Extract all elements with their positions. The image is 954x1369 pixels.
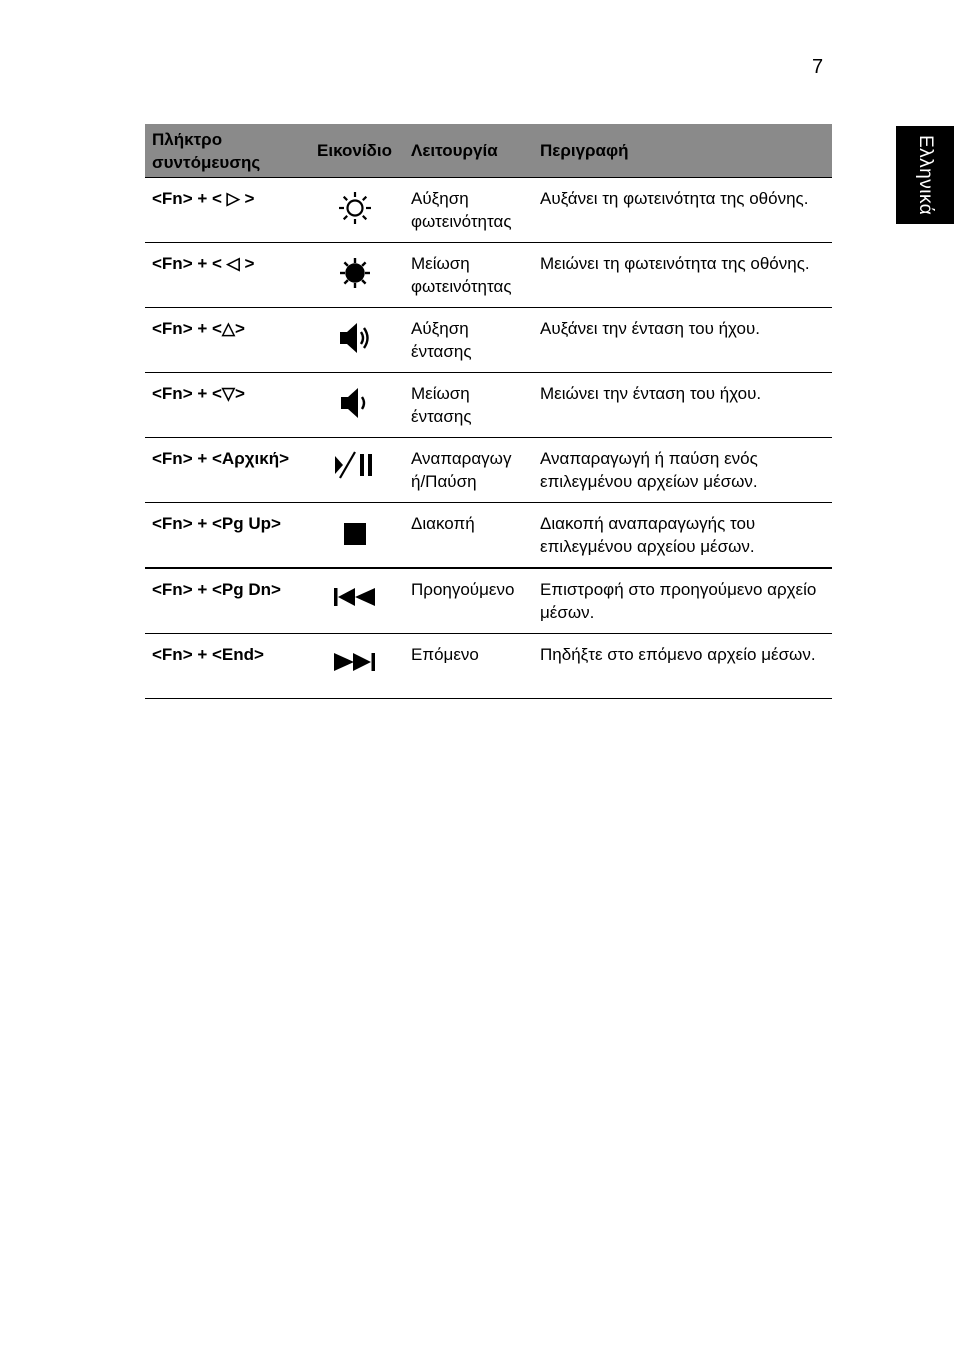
row-function: Μείωση έντασης [404,373,533,438]
shortcut-table [145,124,832,699]
row-description: Μειώνει τη φωτεινότητα της οθόνης. [533,243,832,308]
volume-down-icon [335,385,375,421]
row-function: Προηγούμενο [404,568,533,634]
row-icon-cell [305,503,404,569]
row-description: Διακοπή αναπαραγωγής του επιλεγμένου αρχείου μέσων. [533,503,832,569]
volume-up-icon [335,320,375,356]
table-row [145,568,832,634]
row-description: Αυξάνει την ένταση του ήχου. [533,308,832,373]
header-function: Λειτουργία [404,124,533,178]
row-icon-cell [305,178,404,243]
table-row [145,373,832,438]
row-key: <Fn> + <△> [145,308,305,373]
row-key: <Fn> + <Pg Up> [145,503,305,569]
row-key: <Fn> + < ◁ > [145,243,305,308]
table-row [145,243,832,308]
stop-icon [335,515,375,547]
page-number: 7 [812,56,824,78]
row-description: Πηδήξτε στο επόμενο αρχείο μέσων. [533,634,832,699]
row-icon-cell [305,634,404,699]
row-icon-cell [305,568,404,634]
row-icon-cell [305,243,404,308]
table-header-row [145,124,832,178]
row-key: <Fn> + <▽> [145,373,305,438]
play-pause-icon [333,450,377,480]
header-icon: Εικονίδιο [305,124,404,178]
language-tab [896,126,954,224]
row-key: <Fn> + < ▷ > [145,178,305,243]
row-icon-cell [305,373,404,438]
header-key: Πλήκτρο συντόμευσης [145,124,305,178]
row-key: <Fn> + <Pg Dn> [145,568,305,634]
next-track-icon [331,646,379,676]
table-row [145,503,832,569]
brightness-down-icon [335,255,375,291]
row-function: Αναπαραγωγ ή/Παύση [404,438,533,503]
row-description: Μειώνει την ένταση του ήχου. [533,373,832,438]
brightness-up-icon [335,190,375,226]
row-function: Αύξηση φωτεινότητας [404,178,533,243]
row-icon-cell [305,438,404,503]
row-description: Αυξάνει τη φωτεινότητα της οθόνης. [533,178,832,243]
table-row [145,308,832,373]
row-key: <Fn> + <End> [145,634,305,699]
table-row [145,178,832,243]
row-function: Αύξηση έντασης [404,308,533,373]
previous-track-icon [331,581,379,611]
header-description: Περιγραφή [533,124,832,178]
row-function: Διακοπή [404,503,533,569]
table-row [145,634,832,699]
row-icon-cell [305,308,404,373]
row-function: Μείωση φωτεινότητας [404,243,533,308]
row-key: <Fn> + <Αρχική> [145,438,305,503]
language-tab-label: Ελληνικά [915,134,936,216]
row-description: Αναπαραγωγή ή παύση ενός επιλεγμένου αρχείων μέσων. [533,438,832,503]
table-row [145,438,832,503]
row-description: Επιστροφή στο προηγούμενο αρχείο μέσων. [533,568,832,634]
row-function: Επόμενο [404,634,533,699]
